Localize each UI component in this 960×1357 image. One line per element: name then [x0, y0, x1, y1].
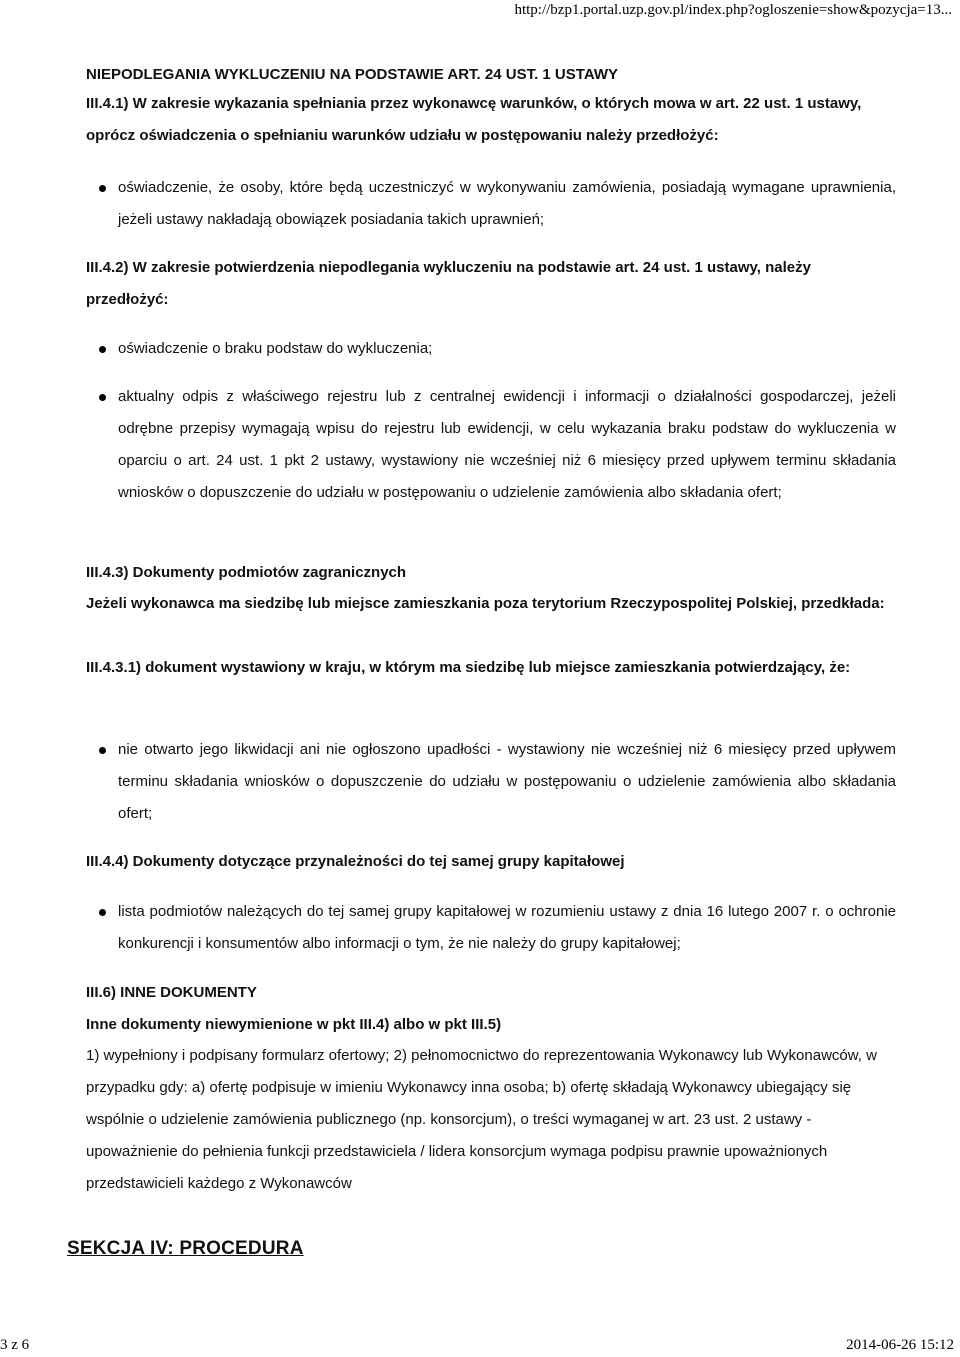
- list-item-text: aktualny odpis z właściwego rejestru lub z centralnej ewidencji i informacji o działalności gospodarczej, jeżeli odrębne przepisy wymagają wpisu do rejestru lub ewidencji, w celu wykazania braku podstaw do wykluczenia w oparciu o art. 24 ust. 1 pkt 2 ustawy, wystawiony nie wcześniej niż 6 miesięcy przed upływem terminu składania wniosków o dopuszczenie do udziału w postępowaniu o udzielenie zamówienia albo składania ofert;: [118, 388, 896, 501]
- page-url: http://bzp1.portal.uzp.gov.pl/index.php?ogloszenie=show&pozycja=13...: [514, 2, 952, 18]
- bullet-icon: [99, 394, 106, 401]
- section-title-III-4-2: III.4.2) W zakresie potwierdzenia niepodlegania wykluczeniu na podstawie art. 24 ust. 1 ustawy, należy przedłożyć:: [86, 259, 811, 308]
- section-heading-IV: SEKCJA IV: PROCEDURA: [67, 1238, 304, 1259]
- section-title-III-4-3: III.4.3) Dokumenty podmiotów zagranicznych: [86, 564, 407, 581]
- section-body-III-6: 1) wypełniony i podpisany formularz ofertowy; 2) pełnomocnictwo do reprezentowania Wykonawcy lub Wykonawców, w przypadku gdy: a) ofertę podpisuje w imieniu Wykonawcy inna osoba; b) ofertę składają Wykonawcy ubiegający się wspólnie o udzielenie zamówienia publicznego (np. konsorcjum), o treści wymaganej w art. 23 ust. 2 ustawy - upoważnienie do pełnienia funkcji przedstawiciela / lidera konsorcjum wymaga podpisu prawnie upoważnionych przedstawicieli każdego z Wykonawców: [86, 1047, 877, 1192]
- list-item: [86, 172, 896, 236]
- list-item-text: oświadczenie, że osoby, które będą uczestniczyć w wykonywaniu zamówienia, posiadają wymagane uprawnienia, jeżeli ustawy nakładają obowiązek posiadania takich uprawnień;: [118, 179, 896, 228]
- list-item-text: nie otwarto jego likwidacji ani nie ogłoszono upadłości - wystawiony nie wcześniej niż 6 miesięcy przed upływem terminu składania wniosków o dopuszczenie do udziału w postępowaniu o udzielenie zamówienia albo składania ofert;: [118, 741, 896, 822]
- bullet-icon: [99, 346, 106, 353]
- section-subtitle-III-4-3: Jeżeli wykonawca ma siedzibę lub miejsce zamieszkania poza terytorium Rzeczypospolitej Polskiej, przedkłada:: [86, 595, 885, 612]
- list-item: [86, 734, 896, 830]
- section-subtitle-III-6: Inne dokumenty niewymienione w pkt III.4) albo w pkt III.5): [86, 1016, 502, 1033]
- list-item: [86, 896, 896, 960]
- bullet-icon: [99, 185, 106, 192]
- page-number: 3 z 6: [0, 1337, 30, 1353]
- heading-niepodlegania: NIEPODLEGANIA WYKLUCZENIU NA PODSTAWIE ART. 24 UST. 1 USTAWY: [86, 66, 618, 83]
- list-item: [86, 333, 896, 365]
- list-item-text: lista podmiotów należących do tej samej grupy kapitałowej w rozumieniu ustawy z dnia 16 lutego 2007 r. o ochronie konkurencji i konsumentów albo informacji o tym, że nie należy do grupy kapitałowej;: [118, 903, 896, 952]
- print-datetime: 2014-06-26 15:12: [846, 1337, 954, 1353]
- section-title-III-4-4: III.4.4) Dokumenty dotyczące przynależności do tej samej grupy kapitałowej: [86, 853, 625, 870]
- bullet-icon: [99, 747, 106, 754]
- list-item-text: oświadczenie o braku podstaw do wykluczenia;: [118, 340, 433, 357]
- list-item: [86, 381, 896, 509]
- section-title-III-4-1: III.4.1) W zakresie wykazania spełniania przez wykonawcę warunków, o których mowa w art. 22 ust. 1 ustawy, oprócz oświadczenia o spełnianiu warunków udziału w postępowaniu należy przedłożyć:: [86, 95, 862, 144]
- section-title-III-4-3-1: III.4.3.1) dokument wystawiony w kraju, w którym ma siedzibę lub miejsce zamieszkania potwierdzający, że:: [86, 659, 851, 676]
- bullet-icon: [99, 909, 106, 916]
- section-title-III-6: III.6) INNE DOKUMENTY: [86, 984, 257, 1001]
